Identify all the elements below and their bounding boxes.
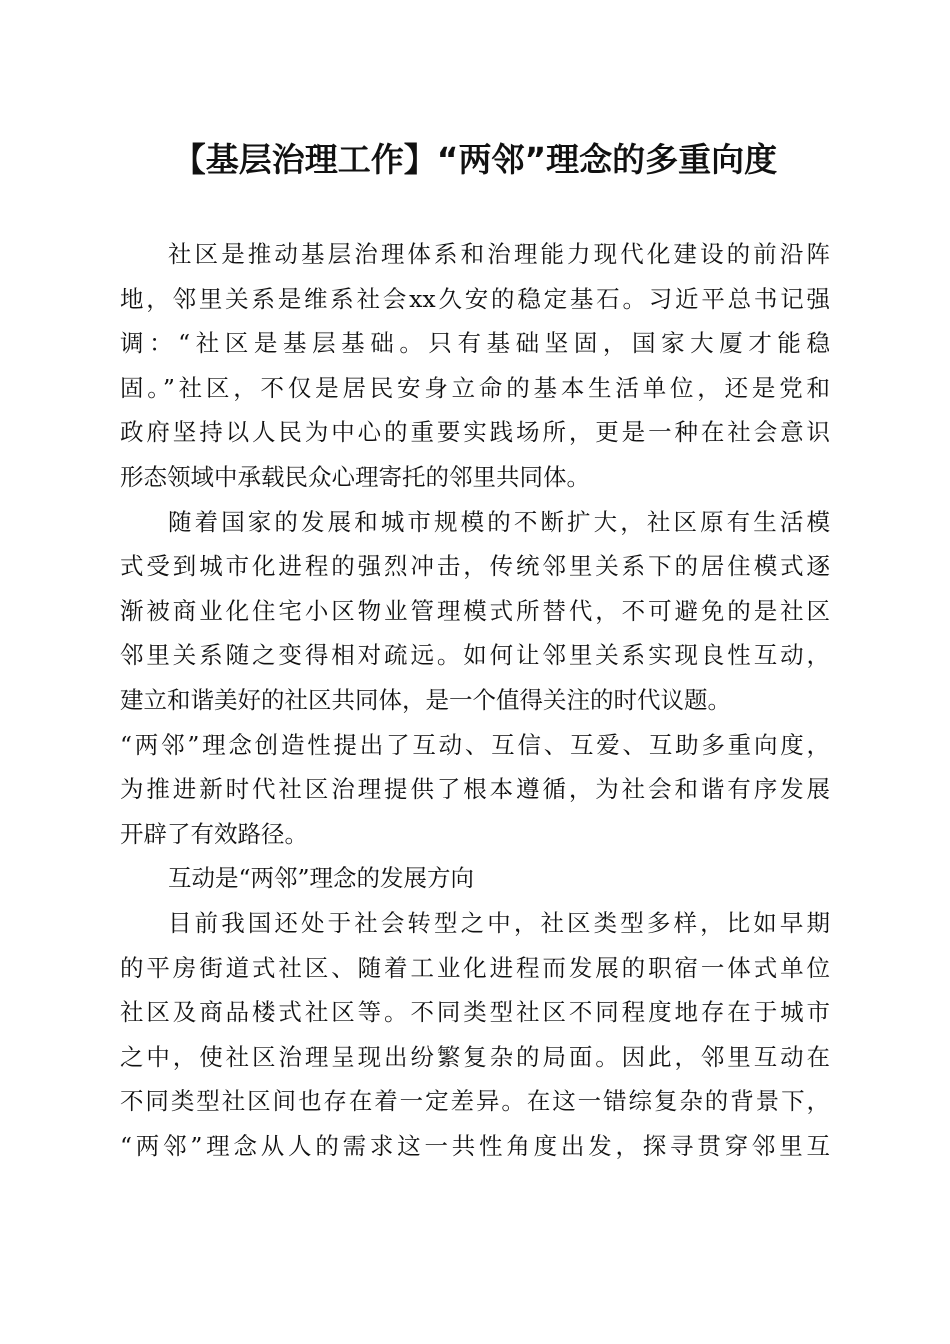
paragraph-line: 为推进新时代社区治理提供了根本遵循，为社会和谐有序发展 — [120, 775, 830, 804]
paragraph-line: 邻里关系随之变得相对疏远。如何让邻里关系实现良性互动， — [120, 641, 830, 670]
paragraph-line: “两邻”理念创造性提出了互动、互信、互爱、互助多重向度， — [120, 730, 830, 759]
paragraph-line: 社区及商品楼式社区等。不同类型社区不同程度地存在于城市 — [120, 998, 830, 1027]
paragraph-line: 之中，使社区治理呈现出纷繁复杂的局面。因此，邻里互动在 — [120, 1042, 830, 1071]
paragraph-line: 政府坚持以人民为中心的重要实践场所，更是一种在社会意识 — [120, 418, 830, 447]
paragraph-line: “两邻”理念从人的需求这一共性角度出发，探寻贯穿邻里互 — [120, 1131, 830, 1160]
paragraph-line: 固。”社区，不仅是居民安身立命的基本生活单位，还是党和 — [120, 373, 830, 402]
paragraph-line: 的平房街道式社区、随着工业化进程而发展的职宿一体式单位 — [120, 953, 830, 982]
paragraph-line: 建立和谐美好的社区共同体，是一个值得关注的时代议题。 — [120, 685, 731, 714]
paragraph-line: 社区是推动基层治理体系和治理能力现代化建设的前沿阵 — [168, 240, 830, 268]
section-heading: 互动是“两邻”理念的发展方向 — [168, 864, 475, 893]
paragraph-line: 形态领域中承载民众心理寄托的邻里共同体。 — [120, 462, 590, 491]
paragraph-line: 不同类型社区间也存在着一定差异。在这一错综复杂的背景下， — [120, 1087, 830, 1116]
paragraph-line: 地，邻里关系是维系社会xx久安的稳定基石。习近平总书记强 — [120, 284, 830, 313]
paragraph-line: 开辟了有效路径。 — [120, 819, 308, 848]
document-body — [120, 232, 830, 1168]
paragraph-line: 目前我国还处于社会转型之中，社区类型多样，比如早期 — [168, 908, 830, 937]
document-title: 【基层治理工作】“两邻”理念的多重向度 — [172, 140, 778, 179]
paragraph-line: 随着国家的发展和城市规模的不断扩大，社区原有生活模 — [168, 507, 830, 536]
paragraph-line: 渐被商业化住宅小区物业管理模式所替代，不可避免的是社区 — [120, 596, 830, 625]
paragraph-line: 式受到城市化进程的强烈冲击，传统邻里关系下的居住模式逐 — [120, 552, 830, 581]
paragraph-line: 调：“社区是基层基础。只有基础坚固，国家大厦才能稳 — [120, 329, 830, 358]
